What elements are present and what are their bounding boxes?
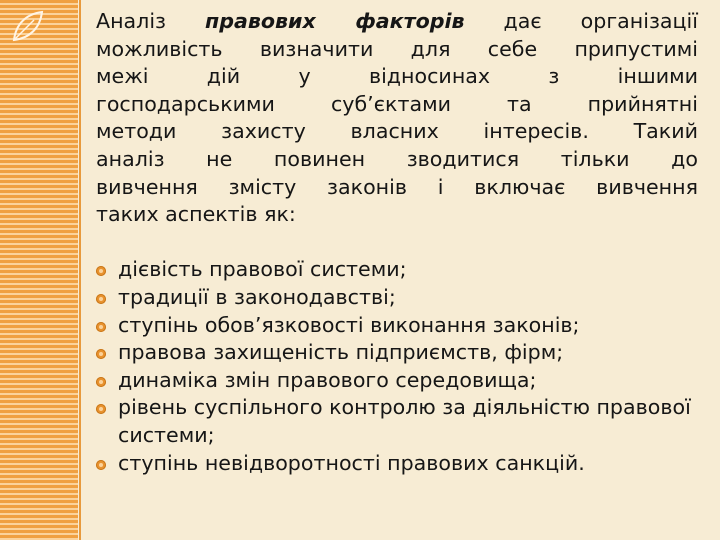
list-item xyxy=(96,256,698,284)
list-item-text: ступінь обов’язковості виконання законів; xyxy=(118,312,580,337)
bullet-dot-icon xyxy=(96,377,106,387)
leaf-icon xyxy=(8,6,48,46)
slide-content xyxy=(96,8,698,477)
list-item xyxy=(96,284,698,312)
list-item xyxy=(96,312,698,340)
paragraph-line: можливість визначити для себе припустимі xyxy=(96,36,698,61)
paragraph-line: аналіз не повинен зводитися тільки до xyxy=(96,146,698,171)
paragraph-line: вивчення змісту законів і включає вивчення xyxy=(96,174,698,199)
divider-line xyxy=(79,0,81,540)
emphasized-term: правових факторів xyxy=(204,9,465,33)
list-item-text: правова захищеність підприємств, фірм; xyxy=(118,340,564,365)
paragraph-line: методи захисту власних інтересів. Такий xyxy=(96,119,698,144)
bullet-dot-icon xyxy=(96,266,106,276)
aspects-list xyxy=(96,256,698,477)
bullet-dot-icon xyxy=(96,404,106,414)
list-item xyxy=(96,367,698,395)
list-item-text: динаміка змін правового середовища; xyxy=(118,367,537,392)
list-item xyxy=(96,394,698,449)
bullet-dot-icon xyxy=(96,322,106,332)
line-text: дає організації xyxy=(464,9,698,33)
paragraph-line: межі дій у відносинах з іншими xyxy=(96,64,698,89)
list-item-text: ступінь невідворотності правових санкцій. xyxy=(118,450,585,475)
bullet-dot-icon xyxy=(96,294,106,304)
decorative-stripe-panel xyxy=(0,0,78,540)
list-item-text: традиції в законодавстві; xyxy=(118,284,396,309)
intro-paragraph xyxy=(96,8,698,256)
list-item xyxy=(96,450,698,478)
line-text: Аналіз xyxy=(96,9,205,33)
list-item-text: рівень суспільного контролю за діяльністю правової системи; xyxy=(118,395,691,447)
bullet-dot-icon xyxy=(96,349,106,359)
bullet-dot-icon xyxy=(96,460,106,470)
paragraph-line xyxy=(96,8,698,36)
paragraph-line: таких аспектів як: xyxy=(96,202,296,227)
paragraph-line: господарськими суб’єктами та прийнятні xyxy=(96,91,698,116)
list-item-text: дієвість правової системи; xyxy=(118,257,407,282)
list-item xyxy=(96,339,698,367)
